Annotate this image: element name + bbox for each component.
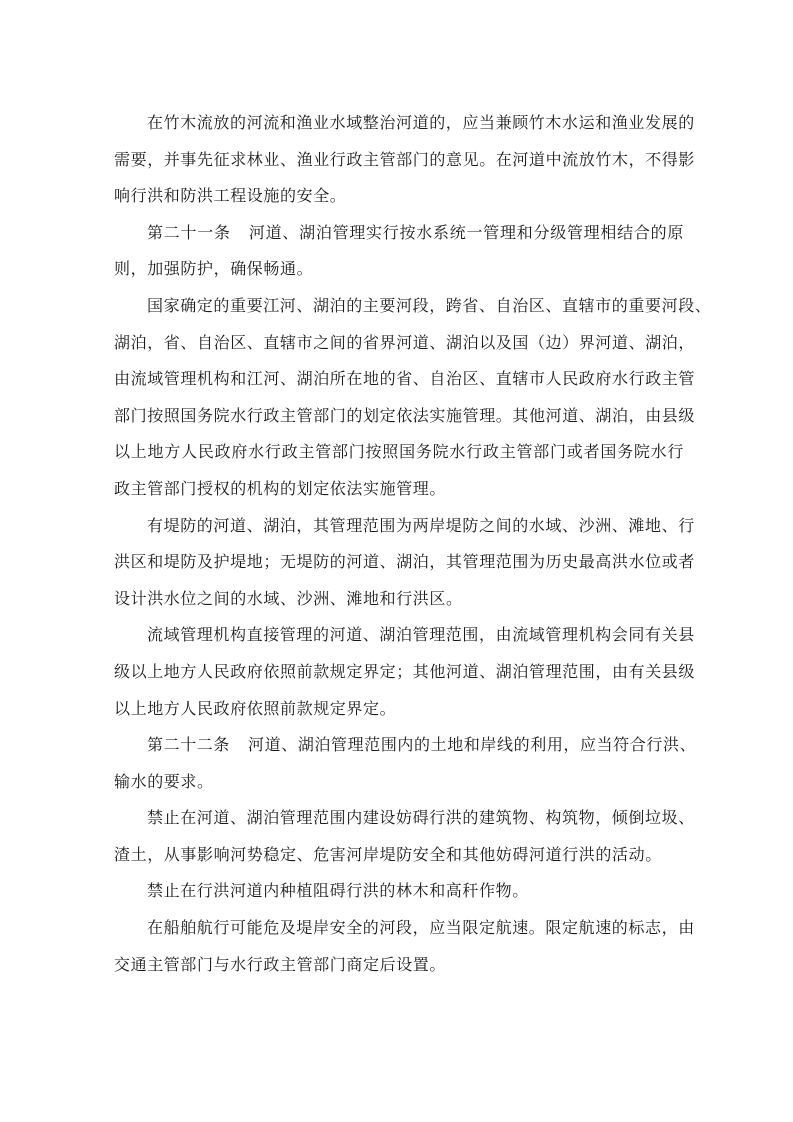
paragraph-line bbox=[114, 727, 697, 764]
article-number: 第二十二条 bbox=[147, 735, 231, 755]
paragraph-line: 在船舶航行可能危及堤岸安全的河段，应当限定航速。限定航速的标志，由 bbox=[147, 918, 695, 938]
paragraph-1 bbox=[114, 105, 696, 215]
paragraph-line: 以上地方人民政府水行政主管部门按照国务院水行政主管部门或者国务院水行 bbox=[114, 442, 684, 462]
paragraph-5 bbox=[114, 617, 696, 727]
paragraph-line: 湖泊，省、自治区、直辖市之间的省界河道、湖泊以及国（边）界河道、湖泊， bbox=[114, 332, 696, 352]
paragraph-line: 有堤防的河道、湖泊，其管理范围为两岸堤防之间的水域、沙洲、滩地、行 bbox=[147, 515, 695, 535]
paragraph-line: 响行洪和防洪工程设施的安全。 bbox=[114, 186, 347, 206]
paragraph-8 bbox=[114, 873, 684, 910]
paragraph-line: 国家确定的重要江河、湖泊的主要河段，跨省、自治区、直辖市的重要河段、 bbox=[147, 295, 712, 315]
paragraph-line: 则，加强防护，确保畅通。 bbox=[114, 259, 314, 279]
paragraph-line: 流域管理机构直接管理的河道、湖泊管理范围，由流域管理机构会同有关县 bbox=[147, 625, 695, 645]
article-number: 第二十一条 bbox=[147, 222, 231, 242]
paragraph-line: 以上地方人民政府依照前款规定界定。 bbox=[114, 698, 397, 718]
paragraph-9 bbox=[114, 910, 695, 983]
paragraph-line: 设计洪水位之间的水域、沙洲、滩地和行洪区。 bbox=[114, 588, 463, 608]
article-text: 河道、湖泊管理范围内的土地和岸线的利用，应当符合行洪、 bbox=[248, 735, 697, 755]
paragraph-line: 禁止在行洪河道内种植阻碍行洪的林木和高秆作物。 bbox=[147, 881, 529, 901]
paragraph-line: 由流域管理机构和江河、湖泊所在地的省、自治区、直辖市人民政府水行政主管 bbox=[114, 369, 696, 389]
article-21 bbox=[114, 215, 684, 288]
document-body bbox=[114, 105, 712, 983]
paragraph-line: 洪区和堤防及护堤地；无堤防的河道、湖泊，其管理范围为历史最高洪水位或者 bbox=[114, 552, 696, 572]
paragraph-line: 输水的要求。 bbox=[114, 771, 214, 791]
paragraph-4 bbox=[114, 508, 696, 618]
paragraph-7 bbox=[114, 800, 695, 873]
paragraph-line: 需要，并事先征求林业、渔业行政主管部门的意见。在河道中流放竹木，不得影 bbox=[114, 149, 696, 169]
paragraph-line: 级以上地方人民政府依照前款规定界定；其他河道、湖泊管理范围，由有关县级 bbox=[114, 661, 696, 681]
paragraph-3 bbox=[114, 288, 712, 508]
paragraph-line bbox=[114, 215, 684, 252]
paragraph-line: 部门按照国务院水行政主管部门的划定依法实施管理。其他河道、湖泊，由县级 bbox=[114, 405, 696, 425]
paragraph-line: 渣土，从事影响河势稳定、危害河岸堤防安全和其他妨碍河道行洪的活动。 bbox=[114, 844, 662, 864]
article-22 bbox=[114, 727, 697, 800]
paragraph-line: 政主管部门授权的机构的划定依法实施管理。 bbox=[114, 478, 447, 498]
paragraph-line: 在竹木流放的河流和渔业水域整治河道的，应当兼顾竹木水运和渔业发展的 bbox=[147, 113, 695, 132]
paragraph-line: 禁止在河道、湖泊管理范围内建设妨碍行洪的建筑物、构筑物，倾倒垃圾、 bbox=[147, 808, 695, 828]
article-text: 河道、湖泊管理实行按水系统一管理和分级管理相结合的原 bbox=[248, 222, 684, 242]
paragraph-line: 交通主管部门与水行政主管部门商定后设置。 bbox=[114, 954, 447, 974]
